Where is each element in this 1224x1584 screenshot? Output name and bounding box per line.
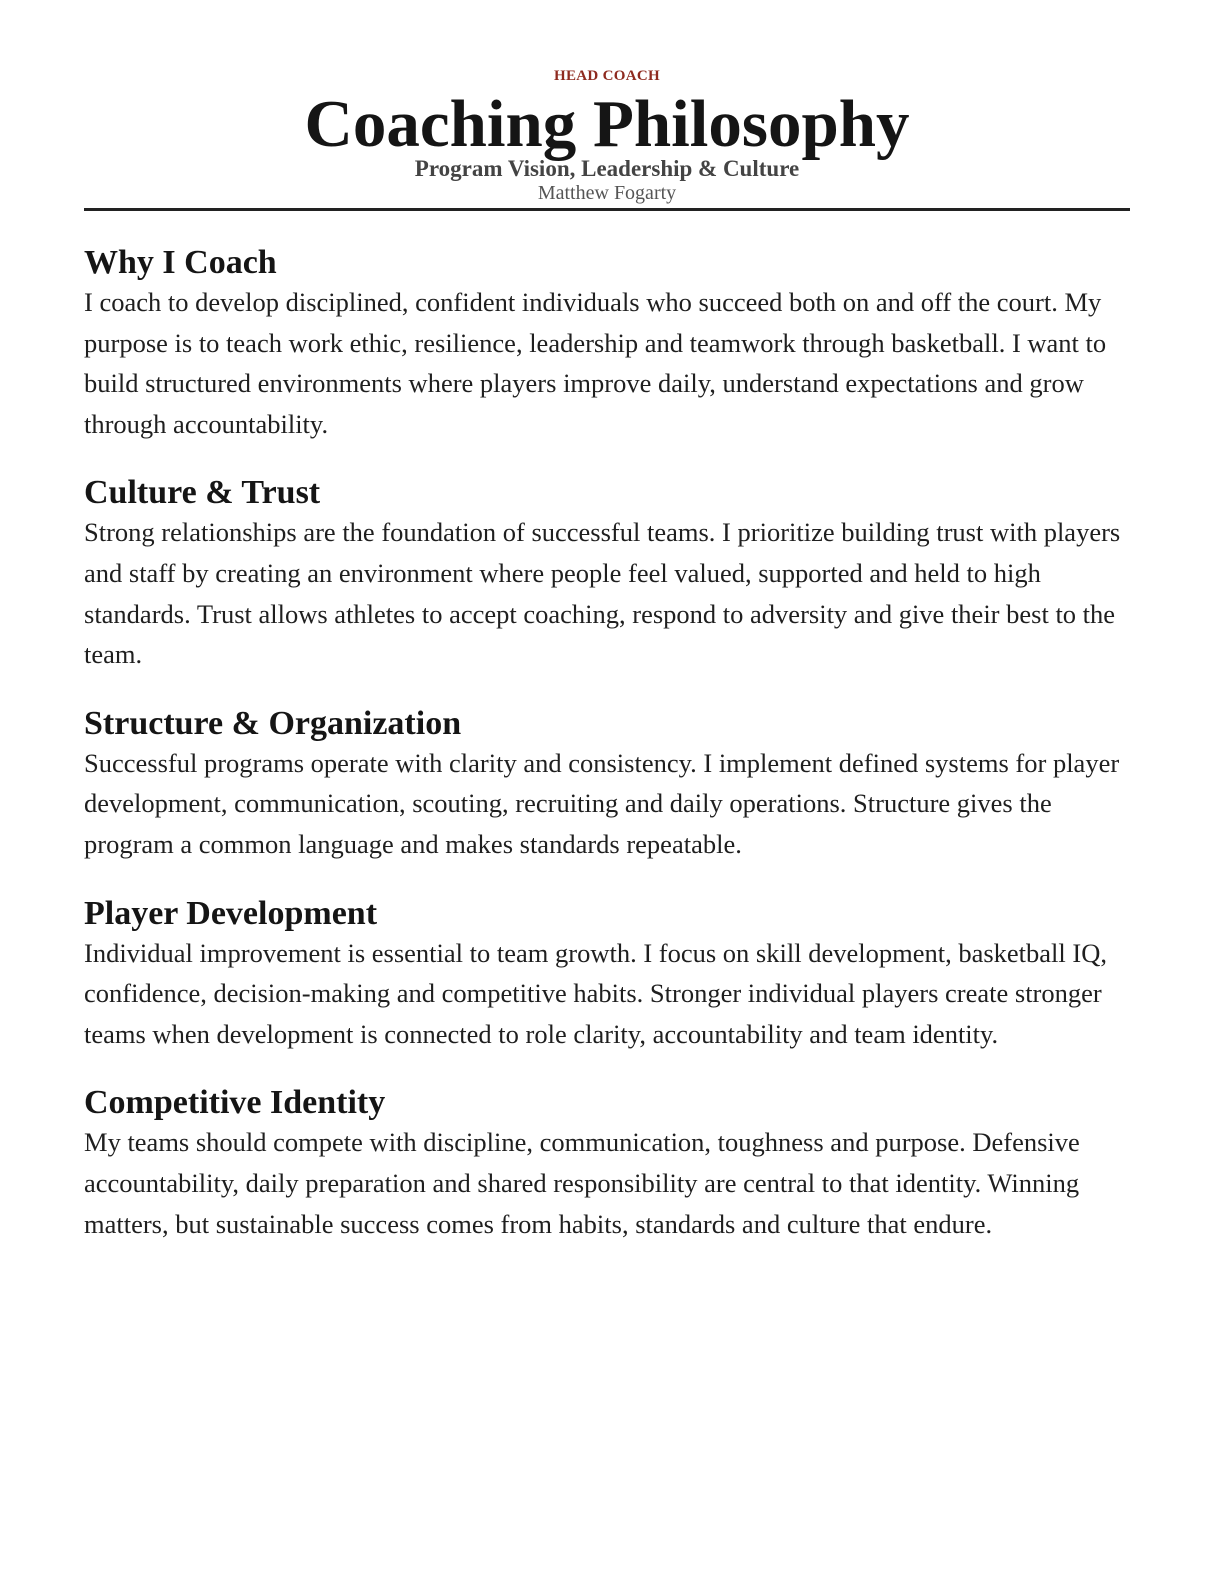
section-body: Successful programs operate with clarity and consistency. I implement defined systems for player development, communication, scouting, recruiting and daily operations. Structure gives the program a common language and makes standards repeatable. [84, 747, 1120, 859]
section-body: Individual improvement is essential to team growth. I focus on skill development, basketball IQ, confidence, decision-making and competitive habits. Stronger individual players create stronger teams when development is connected to role clarity, accountability and team identity. [84, 937, 1107, 1049]
document-header [84, 0, 1130, 204]
page-subtitle: Program Vision, Leadership & Culture [414, 156, 800, 181]
section-heading: Culture & Trust [84, 474, 321, 512]
section-body: I coach to develop disciplined, confident individuals who succeed both on and off the court. My purpose is to teach work ethic, resilience, leadership and teamwork through basketball. I want to build structured environments where players improve daily, understand expectations and grow through accountability. [84, 287, 1107, 439]
eyebrow-label: HEAD COACH [554, 68, 660, 84]
page-title: Coaching Philosophy [304, 87, 910, 161]
section-heading: Why I Coach [84, 244, 277, 281]
section-culture-trust [84, 474, 1130, 674]
header-divider [84, 208, 1130, 211]
section-structure-organization [84, 705, 1130, 865]
section-heading: Competitive Identity [84, 1084, 386, 1122]
author-name: Matthew Fogarty [537, 182, 677, 204]
section-player-development [84, 895, 1130, 1055]
document-page [84, 0, 1130, 1244]
section-body: Strong relationships are the foundation of successful teams. I prioritize building trust with players and staff by creating an environment where people feel valued, supported and held to high standards. Trust allows athletes to accept coaching, respond to adversity and give their best to the team. [84, 517, 1121, 670]
document-content [84, 244, 1130, 1244]
section-heading: Player Development [84, 894, 378, 932]
section-body: My teams should compete with discipline, communication, toughness and purpose. Defensive accountability, daily preparation and shared responsibility are central to that identity. Winning matters, but sustainable success comes from habits, standards and culture that endure. [84, 1127, 1080, 1239]
section-heading: Structure & Organization [84, 704, 462, 742]
section-competitive-identity [84, 1084, 1130, 1244]
section-why-i-coach [84, 244, 1130, 444]
